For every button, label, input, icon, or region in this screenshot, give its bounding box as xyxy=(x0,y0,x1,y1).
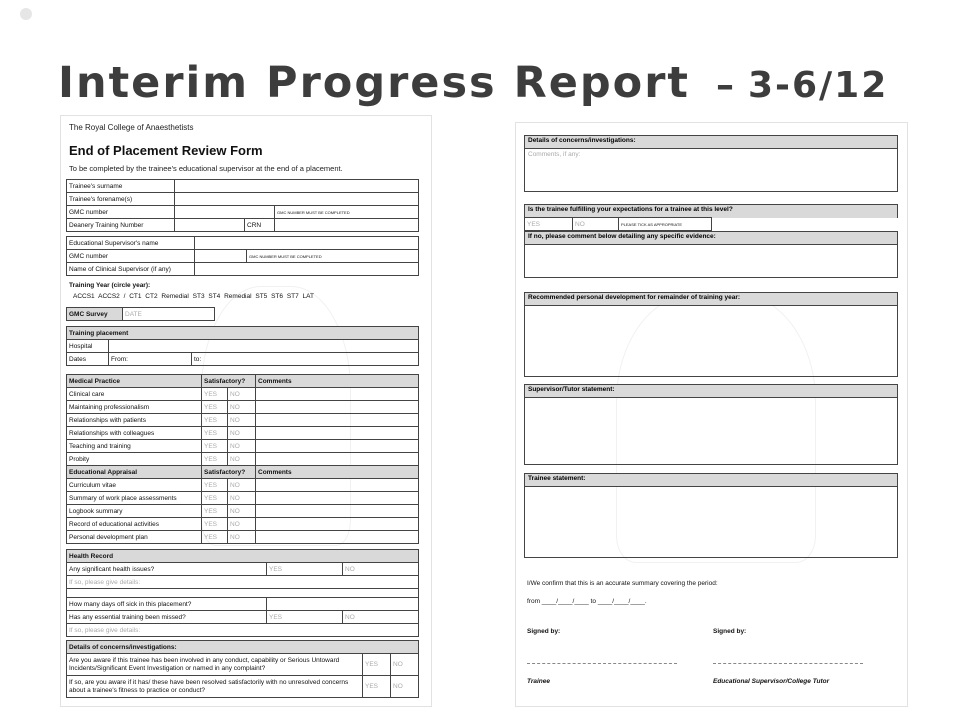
appraisal-comment-field[interactable] xyxy=(256,531,419,544)
appraisal-row xyxy=(67,505,419,518)
form-title: End of Placement Review Form xyxy=(69,143,263,158)
dates-label: Dates xyxy=(67,353,109,366)
appraisal-item-label: Personal development plan xyxy=(67,531,202,544)
medical-practice-no[interactable]: NO xyxy=(228,388,256,401)
trainee-header: Trainee statement: xyxy=(525,474,897,487)
concerns-table xyxy=(66,640,419,698)
period-text[interactable]: from ____/____/____ to ____/____/____. xyxy=(527,598,647,605)
placement-table xyxy=(66,326,419,366)
appraisal-no[interactable]: NO xyxy=(228,492,256,505)
satisfactory-header-2: Satisfactory? xyxy=(202,466,256,479)
medical-practice-row xyxy=(67,440,419,453)
cs-name-field[interactable] xyxy=(195,263,419,276)
crn-label: CRN xyxy=(245,219,275,232)
appraisal-row xyxy=(67,518,419,531)
surname-label: Trainee's surname xyxy=(67,180,175,193)
expectations-options xyxy=(524,217,712,231)
medical-practice-item-label: Teaching and training xyxy=(67,440,202,453)
forename-label: Trainee's forename(s) xyxy=(67,193,175,206)
expectations-header: Is the trainee fulfilling your expectations for a trainee at this level? xyxy=(525,205,897,218)
supervisor-details-table xyxy=(66,236,419,276)
forename-field[interactable] xyxy=(175,193,419,206)
satisfactory-header: Satisfactory? xyxy=(202,375,256,388)
medical-practice-no[interactable]: NO xyxy=(228,401,256,414)
right-form-page xyxy=(515,122,908,707)
trainee-details-table xyxy=(66,179,419,232)
signed-by-2: Signed by: xyxy=(713,628,747,635)
appraisal-yes[interactable]: YES xyxy=(202,505,228,518)
medical-practice-yes[interactable]: YES xyxy=(202,414,228,427)
medical-practice-comment-field[interactable] xyxy=(256,427,419,440)
gmc-survey-date[interactable]: DATE xyxy=(123,308,215,321)
appraisal-row xyxy=(67,492,419,505)
es-gmc-field[interactable] xyxy=(195,250,247,263)
appraisal-item-label: Record of educational activities xyxy=(67,518,202,531)
comments-header-2: Comments xyxy=(256,466,419,479)
hospital-label: Hospital xyxy=(67,340,109,353)
expectations-no[interactable]: NO xyxy=(573,218,619,231)
surname-field[interactable] xyxy=(175,180,419,193)
medical-practice-yes[interactable]: YES xyxy=(202,388,228,401)
appraisal-header: Educational Appraisal xyxy=(67,466,202,479)
medical-practice-header: Medical Practice xyxy=(67,375,202,388)
deanery-field[interactable] xyxy=(175,219,245,232)
training-year-label: Training Year (circle year): xyxy=(69,282,151,289)
medical-practice-comment-field[interactable] xyxy=(256,388,419,401)
es-gmc-label: GMC number xyxy=(67,250,195,263)
medical-practice-comment-field[interactable] xyxy=(256,440,419,453)
confirm-text: I/We confirm that this is an accurate summary covering the period: xyxy=(527,580,718,587)
appraisal-comment-field[interactable] xyxy=(256,492,419,505)
health-q3-yes[interactable]: YES xyxy=(267,611,343,624)
health-q1-yes[interactable]: YES xyxy=(267,563,343,576)
health-table xyxy=(66,549,419,637)
appraisal-no[interactable]: NO xyxy=(228,518,256,531)
form-subtitle: To be completed by the trainee's educational supervisor at the end of a placement. xyxy=(69,164,343,173)
medical-practice-item-label: Clinical care xyxy=(67,388,202,401)
appraisal-no[interactable]: NO xyxy=(228,531,256,544)
tick-note: PLEASE TICK AS APPROPRIATE xyxy=(619,218,712,231)
medical-practice-no[interactable]: NO xyxy=(228,440,256,453)
medical-practice-no[interactable]: NO xyxy=(228,453,256,466)
assessment-table xyxy=(66,374,419,544)
medical-practice-item-label: Probity xyxy=(67,453,202,466)
slide-title xyxy=(58,58,888,116)
appraisal-no[interactable]: NO xyxy=(228,505,256,518)
health-q3-details[interactable]: If so, please give details: xyxy=(67,624,419,637)
org-name: The Royal College of Anaesthetists xyxy=(69,123,194,132)
development-header: Recommended personal development for remainder of training year: xyxy=(525,293,897,306)
health-q3-no[interactable]: NO xyxy=(343,611,419,624)
comments-header: Comments xyxy=(256,375,419,388)
appraisal-item-label: Curriculum vitae xyxy=(67,479,202,492)
to-field[interactable] xyxy=(192,353,419,366)
expectations-box xyxy=(524,204,898,218)
supervisor-statement-box xyxy=(524,384,898,465)
appraisal-yes[interactable]: YES xyxy=(202,479,228,492)
left-form-page xyxy=(60,115,432,707)
slide-title-sub: 3-6/12 xyxy=(747,65,889,106)
placement-header: Training placement xyxy=(67,327,419,340)
gmc-label: GMC number xyxy=(67,206,175,219)
appraisal-comment-field[interactable] xyxy=(256,518,419,531)
sig2-role: Educational Supervisor/College Tutor xyxy=(713,678,830,685)
deanery-label: Deanery Training Number xyxy=(67,219,175,232)
medical-practice-row xyxy=(67,401,419,414)
medical-practice-comment-field[interactable] xyxy=(256,414,419,427)
gmc-note: GMC NUMBER MUST BE COMPLETED xyxy=(275,206,419,219)
training-year-options[interactable]: ACCS1 ACCS2 / CT1 CT2 Remedial ST3 ST4 Remedial ST5 ST6 ST7 LAT xyxy=(73,293,314,300)
health-spacer xyxy=(67,589,419,598)
health-header: Health Record xyxy=(67,550,419,563)
appraisal-item-label: Logbook summary xyxy=(67,505,202,518)
health-q1: Any significant health issues? xyxy=(67,563,267,576)
supervisor-signature-line[interactable] xyxy=(713,663,863,664)
medical-practice-comment-field[interactable] xyxy=(256,401,419,414)
appraisal-comment-field[interactable] xyxy=(256,505,419,518)
left-concerns-header: Details of concerns/investigations: xyxy=(67,641,419,654)
health-q2-field[interactable] xyxy=(267,598,419,611)
to-label: to: xyxy=(194,355,202,363)
from-field[interactable] xyxy=(109,353,192,366)
health-q1-no[interactable]: NO xyxy=(343,563,419,576)
medical-practice-row xyxy=(67,453,419,466)
appraisal-item-label: Summary of work place assessments xyxy=(67,492,202,505)
gmc-survey-table xyxy=(66,307,215,321)
appraisal-row xyxy=(67,479,419,492)
medical-practice-yes[interactable]: YES xyxy=(202,427,228,440)
if-no-header: If no, please comment below detailing any specific evidence: xyxy=(525,232,897,245)
medical-practice-row xyxy=(67,427,419,440)
signed-by-1: Signed by: xyxy=(527,628,561,635)
medical-practice-row xyxy=(67,414,419,427)
concerns-q1-yes[interactable]: YES xyxy=(363,654,391,676)
health-q3: Has any essential training been missed? xyxy=(67,611,267,624)
supervisor-header: Supervisor/Tutor statement: xyxy=(525,385,897,398)
cs-name-label: Name of Clinical Supervisor (if any) xyxy=(67,263,195,276)
medical-practice-item-label: Maintaining professionalism xyxy=(67,401,202,414)
medical-practice-item-label: Relationships with colleagues xyxy=(67,427,202,440)
concerns-q1-no[interactable]: NO xyxy=(391,654,419,676)
concerns-q1: Are you aware if this trainee has been involved in any conduct, capability or Serious Untoward Incidents/Significant Event Investigation or named in any complaint? xyxy=(67,654,363,676)
from-label: From: xyxy=(111,355,128,363)
medical-practice-row xyxy=(67,388,419,401)
concerns-q2-no[interactable]: NO xyxy=(391,676,419,698)
slide-title-dash: – xyxy=(715,65,736,106)
medical-practice-no[interactable]: NO xyxy=(228,414,256,427)
medical-practice-comment-field[interactable] xyxy=(256,453,419,466)
concerns-comments-field[interactable]: Comments, if any: xyxy=(528,151,581,158)
es-name-label: Educational Supervisor's name xyxy=(67,237,195,250)
medical-practice-no[interactable]: NO xyxy=(228,427,256,440)
concerns-q2: If so, are you aware if it has/ these have been resolved satisfactorily with no unresolved concerns about a trainee's fitness to practice or conduct? xyxy=(67,676,363,698)
right-concerns-header: Details of concerns/investigations: xyxy=(525,136,897,149)
slide-title-main: Interim Progress Report xyxy=(58,58,690,108)
crn-field[interactable] xyxy=(275,219,419,232)
concerns-q2-yes[interactable]: YES xyxy=(363,676,391,698)
medical-practice-yes[interactable]: YES xyxy=(202,440,228,453)
gmc-field[interactable] xyxy=(175,206,275,219)
trainee-signature-line[interactable] xyxy=(527,663,677,664)
appraisal-yes[interactable]: YES xyxy=(202,531,228,544)
hospital-field[interactable] xyxy=(109,340,419,353)
medical-practice-yes[interactable]: YES xyxy=(202,401,228,414)
es-name-field[interactable] xyxy=(195,237,419,250)
if-no-box xyxy=(524,231,898,278)
appraisal-yes[interactable]: YES xyxy=(202,492,228,505)
appraisal-row xyxy=(67,531,419,544)
medical-practice-item-label: Relationships with patients xyxy=(67,414,202,427)
development-box xyxy=(524,292,898,377)
medical-practice-yes[interactable]: YES xyxy=(202,453,228,466)
appraisal-yes[interactable]: YES xyxy=(202,518,228,531)
health-q2: How many days off sick in this placement? xyxy=(67,598,267,611)
health-q1-details[interactable]: If so, please give details: xyxy=(67,576,419,589)
title-bullet xyxy=(20,8,32,20)
appraisal-comment-field[interactable] xyxy=(256,479,419,492)
concerns-box xyxy=(524,135,898,192)
trainee-statement-box xyxy=(524,473,898,558)
sig1-role: Trainee xyxy=(527,678,551,685)
es-gmc-note: GMC NUMBER MUST BE COMPLETED xyxy=(247,250,419,263)
appraisal-no[interactable]: NO xyxy=(228,479,256,492)
expectations-yes[interactable]: YES xyxy=(525,218,573,231)
gmc-survey-label: GMC Survey xyxy=(67,308,123,321)
